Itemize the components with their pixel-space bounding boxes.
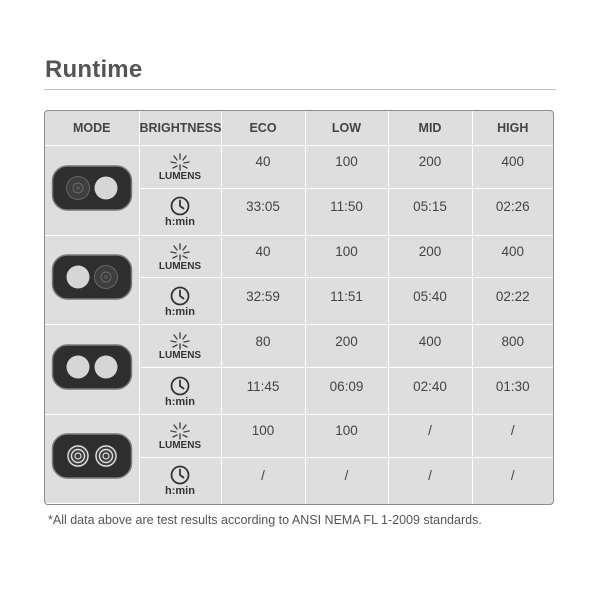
mode-both-lens-lit-icon bbox=[51, 343, 133, 391]
runtime-value: 33:05 bbox=[221, 188, 305, 235]
mode-cell bbox=[45, 146, 139, 236]
lumens-icon bbox=[169, 152, 191, 172]
runtime-value: 01:30 bbox=[472, 368, 553, 415]
lumens-value: 100 bbox=[305, 146, 388, 189]
table-row-lumens bbox=[45, 146, 553, 189]
lumens-value: 800 bbox=[472, 325, 553, 368]
lumens-value: 100 bbox=[305, 235, 388, 278]
table-row-lumens bbox=[45, 235, 553, 278]
brightness-runtime-cell bbox=[139, 278, 221, 325]
runtime-value: 02:26 bbox=[472, 188, 553, 235]
table-row-lumens bbox=[45, 414, 553, 457]
lumens-value: / bbox=[388, 414, 472, 457]
lumens-value: 400 bbox=[388, 325, 472, 368]
clock-icon bbox=[169, 464, 191, 486]
lumens-label: LUMENS bbox=[158, 170, 202, 182]
runtime-value: / bbox=[510, 468, 515, 484]
brightness-runtime-cell bbox=[139, 457, 221, 503]
hmin-label: h:min bbox=[165, 305, 195, 318]
lumens-label: LUMENS bbox=[158, 439, 202, 451]
runtime-value: 11:50 bbox=[305, 188, 388, 235]
table-row-lumens bbox=[45, 325, 553, 368]
clock-icon bbox=[169, 285, 191, 307]
lumens-value: 100 bbox=[305, 414, 388, 457]
lumens-value: 200 bbox=[388, 146, 472, 189]
runtime-value: 06:09 bbox=[305, 368, 388, 415]
mode-right-lens-lit-icon bbox=[51, 253, 133, 301]
clock-icon bbox=[169, 375, 191, 397]
lumens-label: LUMENS bbox=[158, 350, 202, 362]
title-divider bbox=[44, 89, 556, 90]
runtime-value: 02:22 bbox=[472, 278, 553, 325]
header-low: LOW bbox=[305, 111, 388, 146]
brightness-lumens-cell bbox=[139, 235, 221, 278]
lumens-value: 400 bbox=[472, 146, 553, 189]
mode-cell bbox=[45, 235, 139, 325]
lumens-value: 400 bbox=[472, 235, 553, 278]
lumens-icon bbox=[169, 421, 191, 441]
header-mode: MODE bbox=[45, 111, 139, 146]
lumens-value: / bbox=[472, 414, 553, 457]
brightness-runtime-cell bbox=[139, 188, 221, 235]
lumens-value: 40 bbox=[221, 235, 305, 278]
page-title: Runtime bbox=[45, 56, 143, 83]
brightness-lumens-cell bbox=[139, 414, 221, 457]
runtime-value: 11:51 bbox=[305, 278, 388, 325]
runtime-value: 32:59 bbox=[221, 278, 305, 325]
runtime-value: 02:40 bbox=[388, 368, 472, 415]
runtime-value: / bbox=[221, 457, 305, 503]
footnote: *All data above are test results according to ANSI NEMA FL 1-2009 standards. bbox=[48, 513, 482, 527]
header-high: HIGH bbox=[472, 111, 553, 146]
lumens-value: 80 bbox=[221, 325, 305, 368]
runtime-value: 05:15 bbox=[388, 188, 472, 235]
hmin-label: h:min bbox=[165, 216, 195, 229]
hmin-label: h:min bbox=[165, 395, 195, 408]
mode-both-ring-icon bbox=[51, 432, 133, 480]
runtime-value: / bbox=[388, 457, 472, 503]
mode-left-lens-lit-icon bbox=[51, 164, 133, 212]
table-header-row bbox=[45, 111, 553, 146]
lumens-value: 100 bbox=[221, 414, 305, 457]
lumens-value: 200 bbox=[388, 235, 472, 278]
runtime-value: 11:45 bbox=[221, 368, 305, 415]
header-eco: ECO bbox=[221, 111, 305, 146]
brightness-runtime-cell bbox=[139, 368, 221, 415]
lumens-icon bbox=[169, 242, 191, 262]
runtime-table bbox=[44, 110, 554, 505]
mode-cell bbox=[45, 325, 139, 415]
runtime-value: / bbox=[305, 457, 388, 503]
lumens-value: 200 bbox=[305, 325, 388, 368]
header-brightness: BRIGHTNESS bbox=[139, 111, 221, 146]
clock-icon bbox=[169, 195, 191, 217]
runtime-value: 05:40 bbox=[388, 278, 472, 325]
mode-cell bbox=[45, 414, 139, 503]
header-mid: MID bbox=[388, 111, 472, 146]
brightness-lumens-cell bbox=[139, 146, 221, 189]
hmin-label: h:min bbox=[165, 485, 195, 498]
lumens-icon bbox=[169, 331, 191, 351]
lumens-label: LUMENS bbox=[158, 260, 202, 272]
lumens-value: 40 bbox=[221, 146, 305, 189]
brightness-lumens-cell bbox=[139, 325, 221, 368]
